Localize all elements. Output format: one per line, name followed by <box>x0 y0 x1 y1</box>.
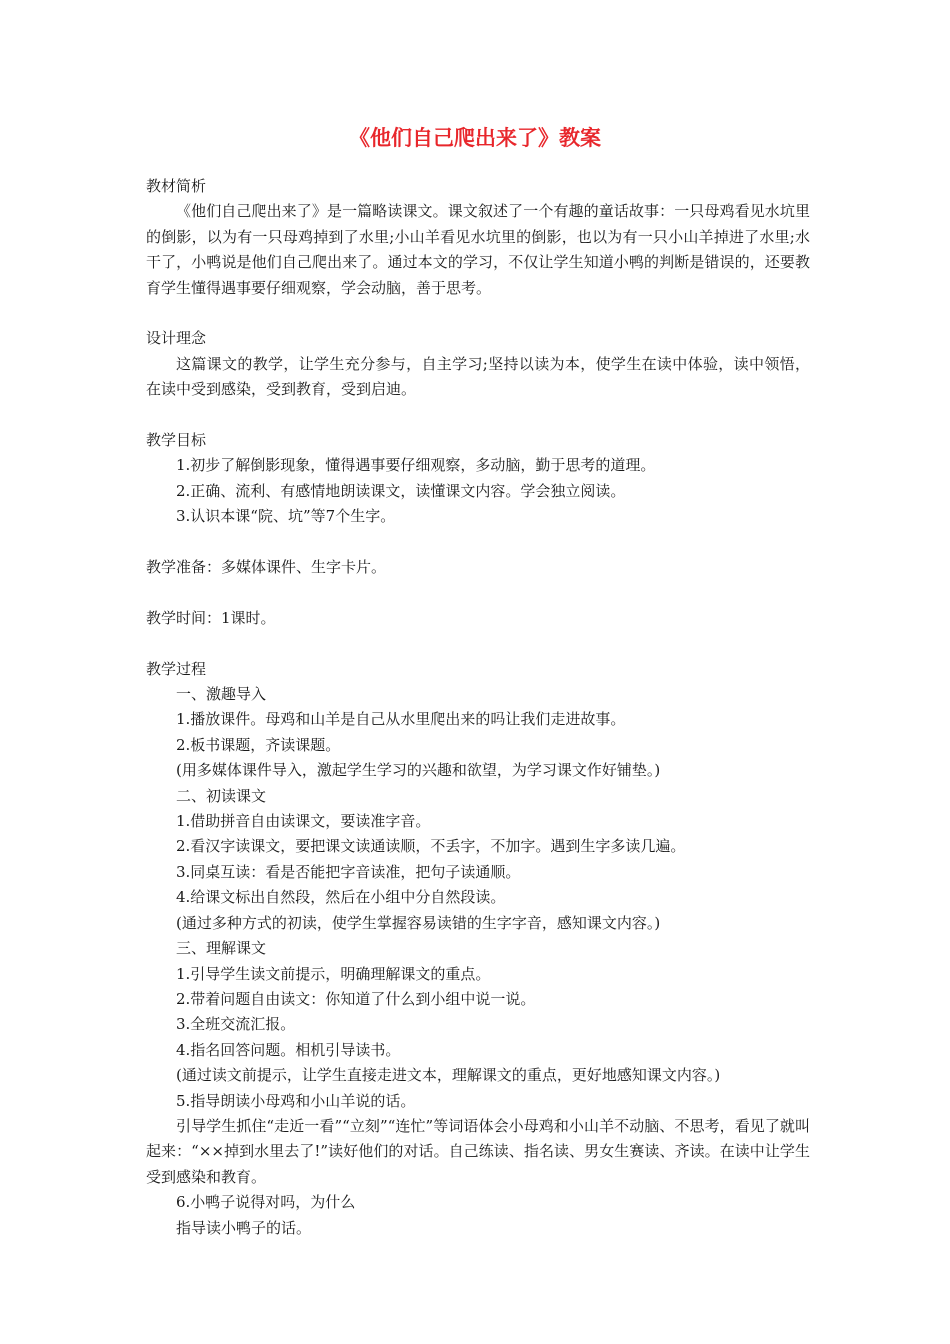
section-heading-objectives: 教学目标 <box>146 431 207 450</box>
process-part3-title: 三、理解课文 <box>176 939 267 958</box>
process-part3-item-1: 1.引导学生读文前提示，明确理解课文的重点。 <box>176 964 491 983</box>
process-part3-guide-paragraph: 引导学生抓住“走近一看”“立刻”“连忙”等词语体会小母鸡和小山羊不动脑、不思考，看见了就叫起来：“××掉到水里去了!”读好他们的对话。自己练读、指名读、男女生赛读、齐读。在读中让学生受到感染和教育。 <box>146 1116 810 1186</box>
spacer <box>146 580 810 605</box>
process-part1-item-1: 1.播放课件。母鸡和山羊是自己从水里爬出来的吗让我们走进故事。 <box>176 710 626 729</box>
process-part1-note: (用多媒体课件导入，激起学生学习的兴趣和欲望，为学习课文作好铺垫。) <box>176 761 661 780</box>
process-part2-item-4: 4.给课文标出自然段，然后在小组中分自然段读。 <box>176 888 506 907</box>
process-part3-note: (通过读文前提示，让学生直接走进文本，理解课文的重点，更好地感知课文内容。) <box>176 1066 721 1085</box>
spacer <box>146 403 810 428</box>
spacer <box>146 530 810 555</box>
process-part2-item-3: 3.同桌互读：看是否能把字音读准，把句子读通顺。 <box>176 862 521 881</box>
process-part3-item-6: 6.小鸭子说得对吗，为什么 <box>176 1193 356 1212</box>
objective-item-1: 1.初步了解倒影现象，懂得遇事要仔细观察，多动脑，勤于思考的道理。 <box>176 456 656 475</box>
process-part2-item-1: 1.借助拼音自由读课文，要读准字音。 <box>176 812 431 831</box>
preparation-line: 教学准备：多媒体课件、生字卡片。 <box>146 558 387 577</box>
process-part3-item-3: 3.全班交流汇报。 <box>176 1015 296 1034</box>
process-part3-item-5: 5.指导朗读小母鸡和小山羊说的话。 <box>176 1091 416 1110</box>
design-concept-paragraph: 这篇课文的教学，让学生充分参与，自主学习;坚持以读为本，使学生在读中体验，读中领悟，在读中受到感染，受到教育，受到启迪。 <box>146 354 810 399</box>
objective-item-3: 3.认识本课“院、坑”等7个生字。 <box>176 507 396 526</box>
document-body <box>146 174 810 1241</box>
process-part2-title: 二、初读课文 <box>176 786 267 805</box>
objective-item-2: 2.正确、流利、有感情地朗读课文，读懂课文内容。学会独立阅读。 <box>176 481 626 500</box>
page-title: 《他们自己爬出来了》教案 <box>349 126 601 150</box>
process-part3-item-4: 4.指名回答问题。相机引导读书。 <box>176 1040 401 1059</box>
section-heading-textbook-analysis: 教材简析 <box>146 177 207 195</box>
process-part1-item-2: 2.板书课题，齐读课题。 <box>176 735 341 754</box>
process-part3-item-6-guide: 指导读小鸭子的话。 <box>176 1218 312 1237</box>
section-heading-design-concept: 设计理念 <box>146 329 207 348</box>
spacer <box>146 301 810 326</box>
process-part2-note: (通过多种方式的初读，使学生掌握容易读错的生字字音，感知课文内容。) <box>176 913 661 932</box>
process-part1-title: 一、激趣导入 <box>176 685 267 704</box>
time-line: 教学时间：1课时。 <box>146 608 276 627</box>
process-part2-item-2: 2.看汉字读课文，要把课文读通读顺，不丢字，不加字。遇到生字多读几遍。 <box>176 837 686 856</box>
section-heading-process: 教学过程 <box>146 659 207 678</box>
textbook-analysis-paragraph: 《他们自己爬出来了》是一篇略读课文。课文叙述了一个有趣的童话故事：一只母鸡看见水坑里的倒影，以为有一只母鸡掉到了水里;小山羊看见水坑里的倒影，也以为有一只小山羊掉进了水里;水干了，小鸭说是他们自己爬出来了。通过本文的学习，不仅让学生知道小鸭的判断是错误的，还要教育学生懂得遇事要仔细观察，学会动脑，善于思考。 <box>146 202 810 297</box>
spacer <box>146 631 810 656</box>
process-part3-item-2: 2.带着问题自由读文：你知道了什么到小组中说一说。 <box>176 989 536 1008</box>
